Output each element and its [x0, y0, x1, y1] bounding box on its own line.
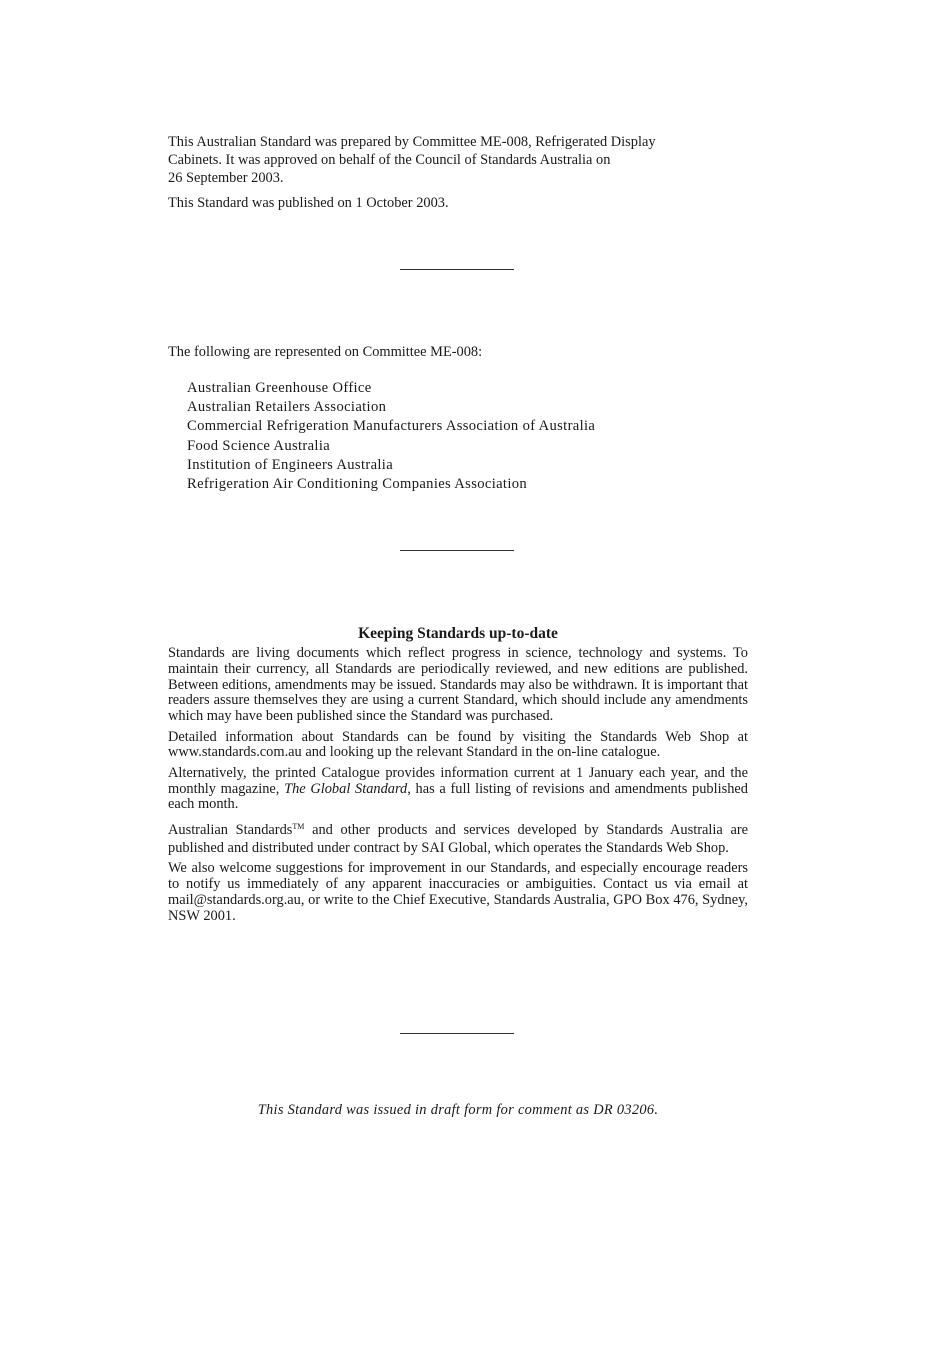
approval-line-1: This Australian Standard was prepared by Committee ME-008, Refrigerated Display: [168, 134, 656, 150]
list-item: Commercial Refrigeration Manufacturers Association of Australia: [187, 418, 596, 435]
paragraph-catalogue: [168, 766, 748, 813]
paragraph-living-documents: Standards are living documents which reflect progress in science, technology and systems. To maintain their currency, all Standards are periodically reviewed, and new editions are published. Between editions, amendments may be issued. Standards may also be withdrawn. It is important that readers assure themselves they are using a current Standard, which should include any amendments which may have been published since the Standard was purchased.: [168, 645, 748, 725]
sai-text-start: Australian Standards: [168, 821, 293, 838]
section-divider: [400, 269, 514, 270]
approval-line-3: 26 September 2003.: [168, 170, 284, 186]
trademark-mark: TM: [292, 821, 305, 831]
catalogue-text-start: Alternatively, the printed Catalogue provides information current at 1 January each year, and the monthly magazine,: [168, 764, 748, 797]
list-item: Refrigeration Air Conditioning Companies Association: [187, 476, 528, 493]
draft-form-note: This Standard was issued in draft form for comment as DR 03206.: [257, 1102, 659, 1118]
list-item: Institution of Engineers Australia: [187, 456, 394, 473]
paragraph-web-shop: Detailed information about Standards can be found by visiting the Standards Web Shop at www.standards.com.au and looking up the relevant Standard in the on-line catalogue.: [168, 728, 748, 761]
committee-intro: [168, 343, 748, 361]
section-divider: [400, 1033, 514, 1034]
global-standard-title: The Global Standard: [284, 780, 408, 797]
section-divider: [400, 550, 514, 551]
keeping-standards-heading: Keeping Standards up-to-date: [358, 625, 558, 642]
committee-lead-text: The following are represented on Committee ME-008:: [168, 344, 483, 360]
publication-date-statement: This Standard was published on 1 October 2003.: [168, 195, 449, 211]
committee-member-list: [187, 379, 747, 494]
list-item: Australian Greenhouse Office: [187, 380, 372, 396]
list-item: Australian Retailers Association: [187, 399, 387, 416]
approval-statement: [168, 133, 748, 212]
catalogue-text-end: , has a full listing of revisions and amendments published each month.: [168, 780, 748, 813]
keeping-standards-body: [168, 646, 748, 929]
paragraph-sai-global: [168, 818, 748, 857]
list-item: Food Science Australia: [187, 437, 331, 454]
approval-line-2: Cabinets. It was approved on behalf of the Council of Standards Australia on: [168, 152, 611, 168]
sai-text-end: and other products and services developed by Standards Australia are published and distributed under contract by SAI Global, which operates the Standards Web Shop.: [168, 821, 749, 856]
paragraph-suggestions: We also welcome suggestions for improvement in our Standards, and especially encourage readers to notify us immediately of any apparent inaccuracies or ambiguities. Contact us via email at mail@standards.org.au, or write to the Chief Executive, Standards Australia, GPO Box 476, Sydney, NSW 2001.: [168, 860, 748, 924]
